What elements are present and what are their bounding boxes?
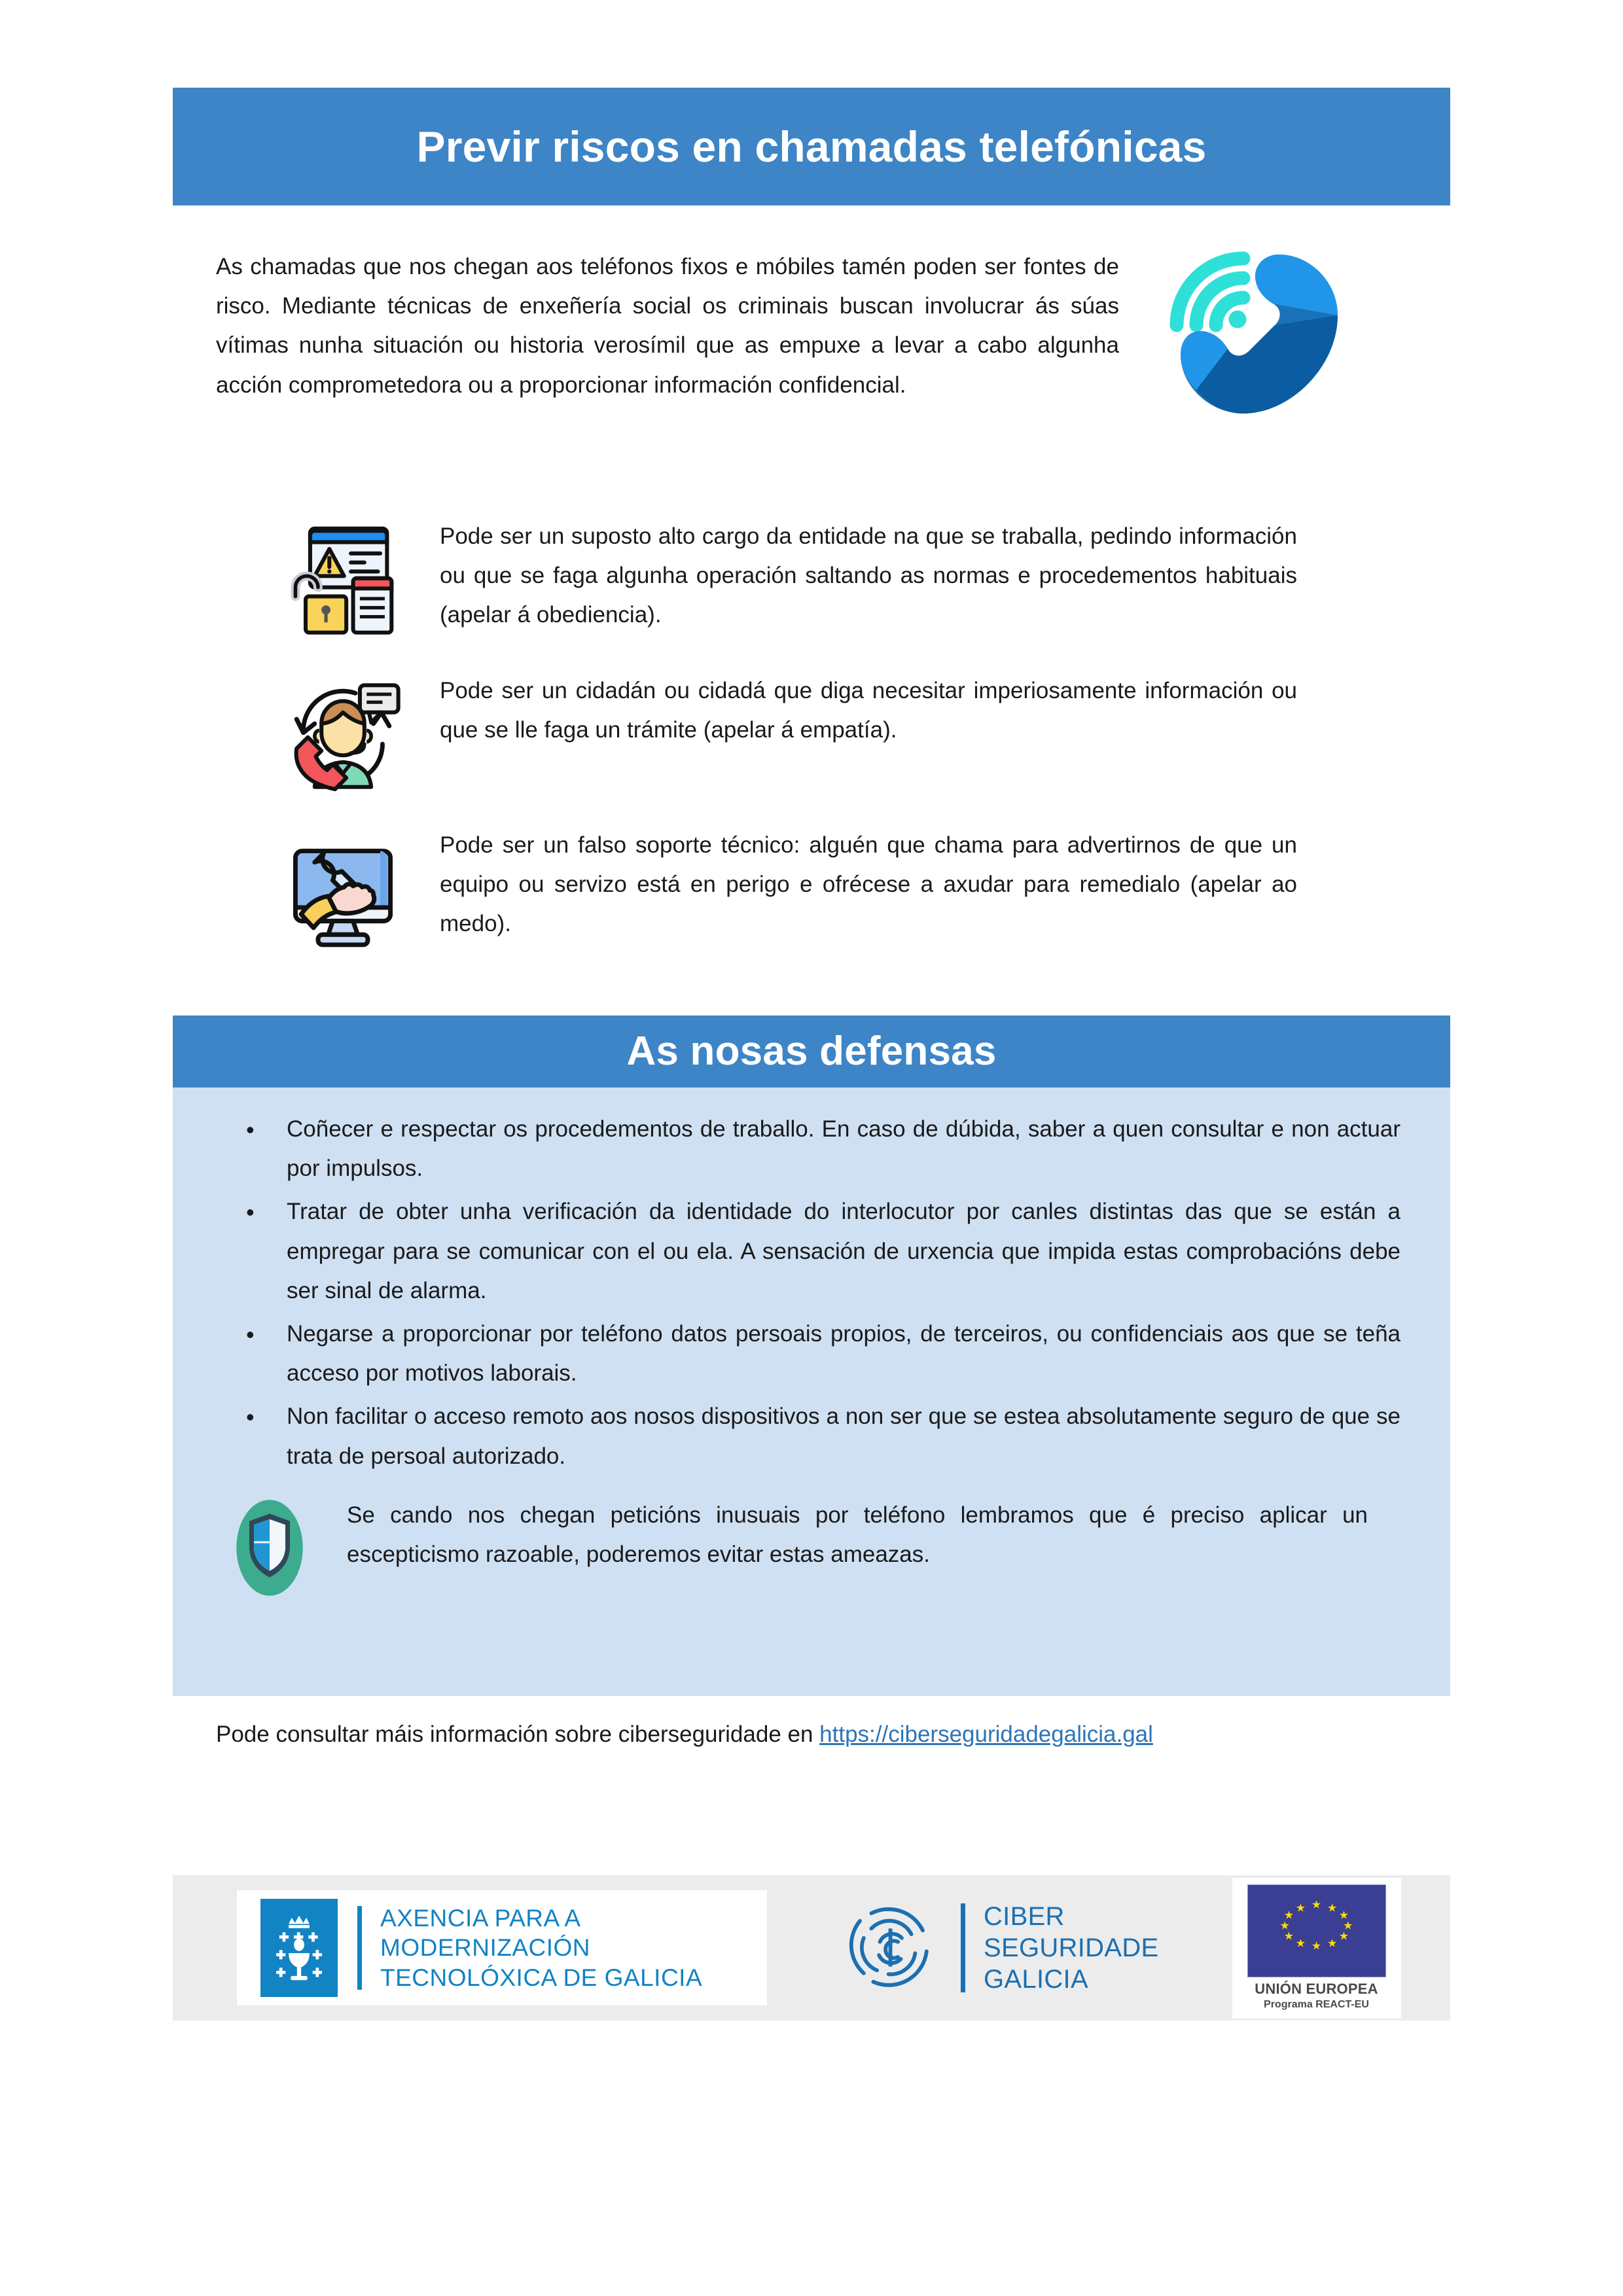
intro-block [216,247,1119,405]
list-item-text: Pode ser un cidadán ou cidadá que diga necesitar imperiosamente información ou que se lle faga un trámite (apelar á empatía). [440,678,1297,743]
list-item [246,1315,1404,1393]
list-item [246,1192,1404,1311]
ringing-phone-icon [1157,233,1353,429]
amtega-line-3: TECNOLÓXICA DE GALICIA [380,1964,703,1991]
amtega-logo-text [380,1903,702,1992]
amtega-divider [357,1906,362,1990]
call-center-agent-icon [267,663,419,809]
eu-flag-icon: ★ ★ ★ ★ ★ ★ ★ ★ ★ ★ ★ ★ [1247,1884,1386,1977]
csg-line-2: SEGURIDADE [984,1934,1159,1962]
ciberseguridade-galicia-logo [839,1894,1159,2002]
list-item-text: Non facilitar o acceso remoto aos nosos dispositivos a non ser que se estea absolutamente seguro de que se trata de persoal autorizado. [287,1404,1400,1469]
csg-logo-text [984,1901,1159,1995]
csg-line-3: GALICIA [984,1965,1088,1994]
list-item [246,1110,1404,1188]
defenses-title: As nosas defensas [626,1029,997,1074]
shield-protection-icon [228,1496,312,1600]
list-item-text: Pode ser un falso soporte técnico: alguén que chama para advertirnos de que un equipo ou servizo está en perigo e ofrécese a axudar para remedialo (apelar ao medo). [440,832,1297,937]
ciberseguridade-c-mark-icon [839,1894,944,2002]
bullet-marker: • [246,1404,255,1431]
defenses-note-text: Se cando nos chegan peticións inusuais por teléfono lembramos que é preciso aplicar un escepticismo razoable, poderemos evitar estas ameazas. [347,1502,1368,1567]
list-item-text: Coñecer e respectar os procedementos de traballo. En caso de dúbida, saber a quen consultar e non actuar por impulsos. [287,1116,1400,1182]
amtega-line-2: MODERNIZACIÓN [380,1934,590,1962]
more-info-prefix: Pode consultar máis información sobre ciberseguridade en [216,1722,820,1747]
defenses-note [219,1496,1404,1600]
list-item-text: Tratar de obter unha verificación da identidade do interlocutor por canles distintas das que se están a empregar para se comunicar con el ou ela. A sensación de urxencia que impida estas comprobacións debe ser sinal de alarma. [287,1199,1400,1303]
eu-caption-line-1: UNIÓN EUROPEA [1255,1980,1378,1997]
list-item [267,663,1406,809]
bullet-marker: • [246,1320,255,1348]
more-info-line [216,1718,1427,1750]
page-title: Previr riscos en chamadas telefónicas [416,122,1207,171]
bullet-marker: • [246,1116,255,1143]
intro-paragraph: As chamadas que nos chegan aos teléfonos fixos e móbiles tamén poden ser fontes de risco. Mediante técnicas de enxeñería social os criminais buscan involucrar ás súas vítimas nunha situación ou historia verosímil que as empuxe a levar a cabo algunha acción comprometedora ou a proporcionar información confidencial. [216,254,1119,398]
defenses-list [219,1110,1404,1476]
warning-document-unlocked-padlock-icon [267,509,419,654]
defenses-banner [173,1016,1450,1087]
risk-items-list [267,509,1406,972]
bullet-marker: • [246,1199,255,1226]
amtega-line-1: AXENCIA PARA A [380,1905,581,1932]
footer-logo-bar [173,1875,1450,2021]
galicia-coat-of-arms-icon [260,1899,338,1997]
list-item-text: Negarse a proporcionar por teléfono datos persoais propios, de terceiros, ou confidenciais aos que se teña acceso por motivos laborais. [287,1320,1400,1386]
page-title-banner [173,88,1450,205]
amtega-logo [237,1890,767,2005]
defenses-panel [173,1087,1450,1696]
list-item-text: Pode ser un suposto alto cargo da entidade na que se traballa, pedindo información ou que se faga algunha operación saltando as normas e procedementos habituais (apelar á obediencia). [440,523,1297,628]
list-item [246,1397,1404,1475]
list-item [267,818,1406,963]
ciberseguridade-link[interactable]: https://ciberseguridadegalicia.gal [819,1722,1153,1747]
csg-line-1: CIBER [984,1902,1065,1931]
european-union-logo [1232,1878,1401,2019]
list-item [267,509,1406,654]
csg-divider [961,1903,965,1992]
monitor-wrench-tech-support-icon [267,818,419,963]
eu-caption-line-2: Programa REACT-EU [1264,1998,1369,2010]
